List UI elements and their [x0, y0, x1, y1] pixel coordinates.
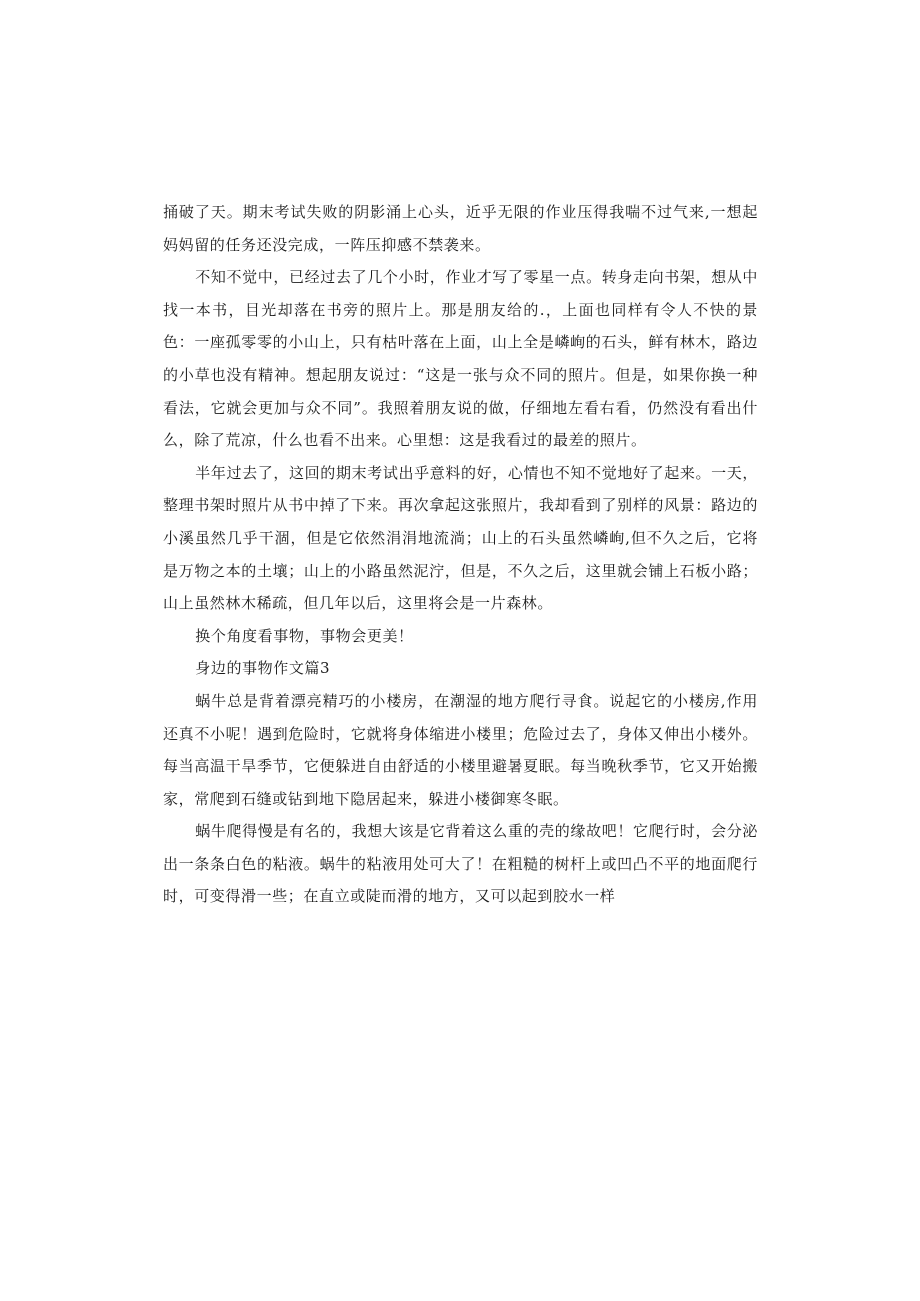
- document-body: [163, 196, 758, 913]
- paragraph-snail-mucus: 蜗牛爬得慢是有名的，我想大该是它背着这么重的壳的缘故吧！它爬行时，会分泌出一条条白色的粘液。蜗牛的粘液用处可大了！在粗糙的树杆上或凹凸不平的地面爬行时，可变得滑一些；在直立或陡而滑的地方，又可以起到胶水一样: [163, 822, 758, 906]
- paragraph-snail-house: 蜗牛总是背着漂亮精巧的小楼房，在潮湿的地方爬行寻食。说起它的小楼房,作用还真不小呢！遇到危险时，它就将身体缩进小楼里；危险过去了，身体又伸出小楼外。每当高温干旱季节，它便躲进自由舒适的小楼里避暑夏眠。每当晚秋季节，它又开始搬家，常爬到石缝或钻到地下隐居起来，躲进小楼御寒冬眠。: [163, 691, 758, 808]
- section-heading: 身边的事物作文篇3: [195, 659, 331, 678]
- paragraph-photo-first-look: 不知不觉中，已经过去了几个小时，作业才写了零星一点。转身走向书架，想从中找一本书，目光却落在书旁的照片上。那是朋友给的.，上面也同样有令人不快的景色：一座孤零零的小山上，只有枯叶落在上面，山上全是嶙峋的石头，鲜有林木，路边的小草也没有精神。想起朋友说过：“这是一张与众不同的照片。但是，如果你换一种看法，它就会更加与众不同”。我照着朋友说的做，仔细地左看右看，仍然没有看出什么，除了荒凉，什么也看不出来。心里想：这是我看过的最差的照片。: [163, 268, 758, 450]
- paragraph-conclusion: 换个角度看事物，事物会更美！: [195, 626, 414, 645]
- paragraph-photo-second-look: 半年过去了，这回的期末考试出乎意料的好，心情也不知不觉地好了起来。一天，整理书架时照片从书中掉了下来。再次拿起这张照片，我却看到了别样的风景：路边的小溪虽然几乎干涸，但是它依然涓涓地流淌；山上的石头虽然嶙峋,但不久之后，它将是万物之本的土壤；山上的小路虽然泥泞，但是，不久之后，这里就会铺上石板小路；山上虽然林木稀疏，但几年以后，这里将会是一片森林。: [163, 463, 758, 613]
- paragraph-continuation: 捅破了天。期末考试失败的阴影涌上心头，近乎无限的作业压得我喘不过气来,一想起妈妈留的任务还没完成，一阵压抑感不禁袭来。: [163, 203, 758, 254]
